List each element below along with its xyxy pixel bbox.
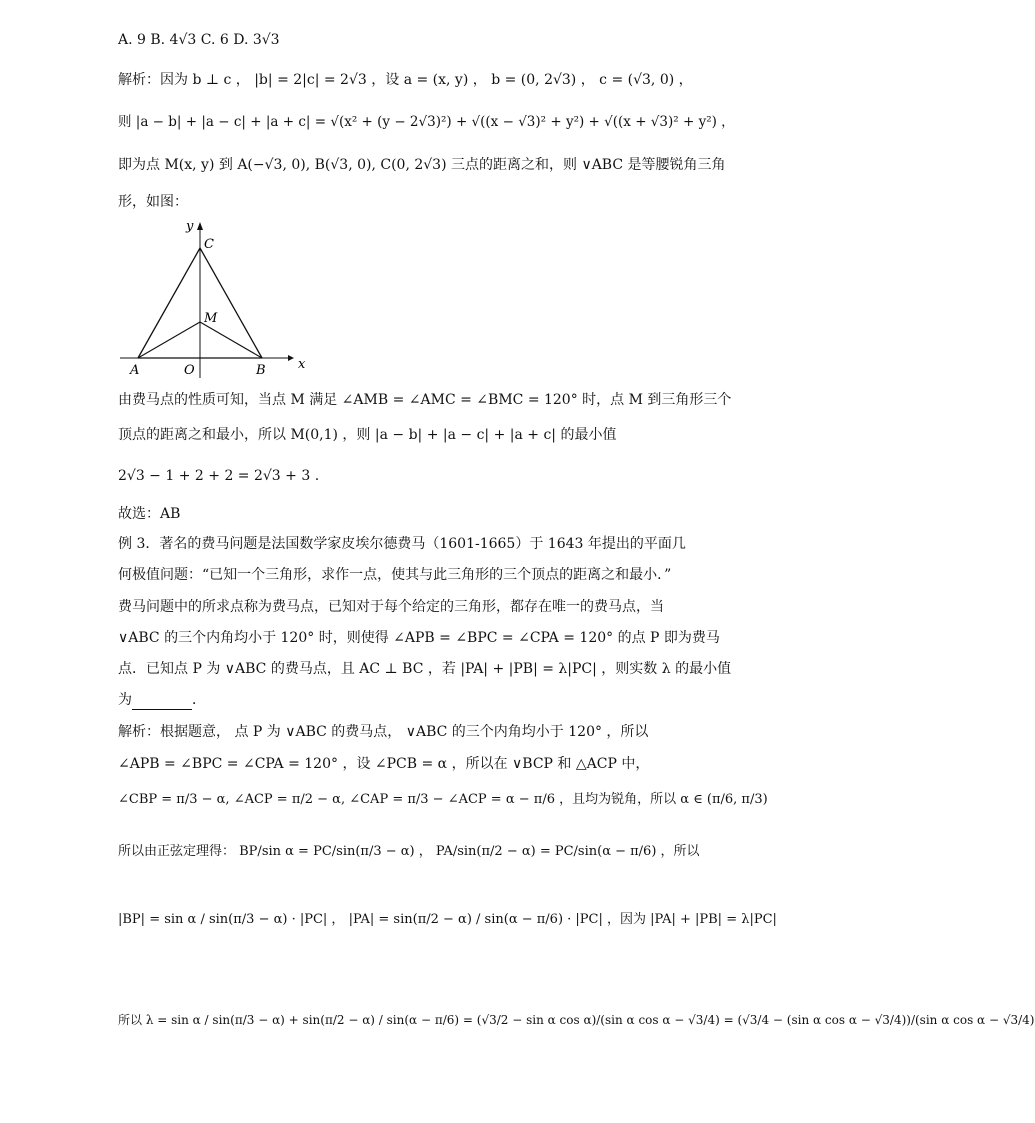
solution-line-6: 顶点的距离之和最小，所以 M(0,1) ，则 |a − b| + |a − c| + |a + c| 的最小值 bbox=[118, 427, 617, 443]
label-b: B bbox=[256, 363, 266, 378]
example3-line-2: 何极值问题：“已知一个三角形，求作一点，使其与此三角形的三个顶点的距离之和最小．” bbox=[118, 567, 672, 583]
solution-line-5: 由费马点的性质可知，当点 M 满足 ∠AMB = ∠AMC = ∠BMC = 120° 时，点 M 到三角形三个 bbox=[118, 392, 732, 408]
label-y: y bbox=[186, 219, 194, 234]
solution-line-7: 2√3 − 1 + 2 + 2 = 2√3 + 3 . bbox=[118, 468, 320, 484]
label-x: x bbox=[298, 357, 306, 372]
solution2-line-6: 所以 λ = sin α / sin(π/3 − α) + sin(π/2 − α) / sin(α − π/6) = (√3/2 − sin α cos α)/(sin α cos α − √3/4) = (√3/4 − (sin α cos α − √3/4))/(sin α cos α − √3/4) bbox=[118, 1013, 1035, 1027]
options-line: A. 9 B. 4√3 C. 6 D. 3√3 bbox=[118, 32, 280, 48]
segment-am bbox=[138, 322, 200, 358]
triangle-figure bbox=[120, 218, 320, 378]
label-a: A bbox=[130, 363, 140, 378]
answer-blank bbox=[132, 695, 192, 710]
example3-line-5: 点．已知点 P 为 ∨ABC 的费马点，且 AC ⊥ BC ，若 |PA| + |PB| = λ|PC| ，则实数 λ 的最小值 bbox=[118, 661, 732, 677]
solution2-line-2: ∠APB = ∠BPC = ∠CPA = 120° ，设 ∠PCB = α ，所以在 ∨BCP 和 △ACP 中， bbox=[118, 756, 650, 772]
label-m: M bbox=[204, 311, 218, 326]
answer-suffix: ． bbox=[192, 692, 206, 708]
answer-prefix: 为 bbox=[118, 692, 132, 708]
segment-bm bbox=[200, 322, 262, 358]
example3-line-1: 例 3．著名的费马问题是法国数学家皮埃尔德费马（1601-1665）于 1643 年提出的平面几 bbox=[118, 536, 686, 552]
solution2-line-3: ∠CBP = π/3 − α, ∠ACP = π/2 − α, ∠CAP = π/3 − ∠ACP = α − π/6 ，且均为锐角，所以 α ∈ (π/6, π/3) bbox=[118, 792, 768, 807]
label-o: O bbox=[184, 363, 195, 378]
edge-bc bbox=[200, 248, 262, 358]
solution2-line-5: |BP| = sin α / sin(π/3 − α) · |PC| ， |PA| = sin(π/2 − α) / sin(α − π/6) · |PC| ，因为 |PA| + |PB| = λ|PC| bbox=[118, 912, 777, 927]
label-c: C bbox=[204, 237, 214, 252]
solution-line-1: 解析：因为 b ⊥ c ， |b| = 2|c| = 2√3 ，设 a = (x, y) ， b = (0, 2√3) ， c = (√3, 0) ， bbox=[118, 72, 693, 88]
y-axis-arrow bbox=[197, 222, 203, 230]
example3-line-4: ∨ABC 的三个内角均小于 120° 时，则使得 ∠APB = ∠BPC = ∠CPA = 120° 的点 P 即为费马 bbox=[118, 630, 720, 646]
answer-line: 故选：AB bbox=[118, 506, 181, 522]
x-axis-arrow bbox=[288, 355, 294, 361]
example3-line-3: 费马问题中的所求点称为费马点，已知对于每个给定的三角形，都存在唯一的费马点，当 bbox=[118, 599, 664, 615]
solution2-line-1: 解析：根据题意， 点 P 为 ∨ABC 的费马点， ∨ABC 的三个内角均小于 120° ，所以 bbox=[118, 724, 649, 740]
solution-line-2: 则 |a − b| + |a − c| + |a + c| = √(x² + (y − 2√3)²) + √((x − √3)² + y²) + √((x + √3)² + y²) ， bbox=[118, 114, 735, 130]
solution2-line-4: 所以由正弦定理得： BP/sin α = PC/sin(π/3 − α) ， PA/sin(π/2 − α) = PC/sin(α − π/6) ，所以 bbox=[118, 844, 700, 859]
example3-line-6 bbox=[118, 690, 206, 710]
solution-line-4: 形，如图： bbox=[118, 194, 188, 210]
solution-line-3: 即为点 M(x, y) 到 A(−√3, 0), B(√3, 0), C(0, 2√3) 三点的距离之和，则 ∨ABC 是等腰锐角三角 bbox=[118, 157, 726, 173]
edge-ac bbox=[138, 248, 200, 358]
